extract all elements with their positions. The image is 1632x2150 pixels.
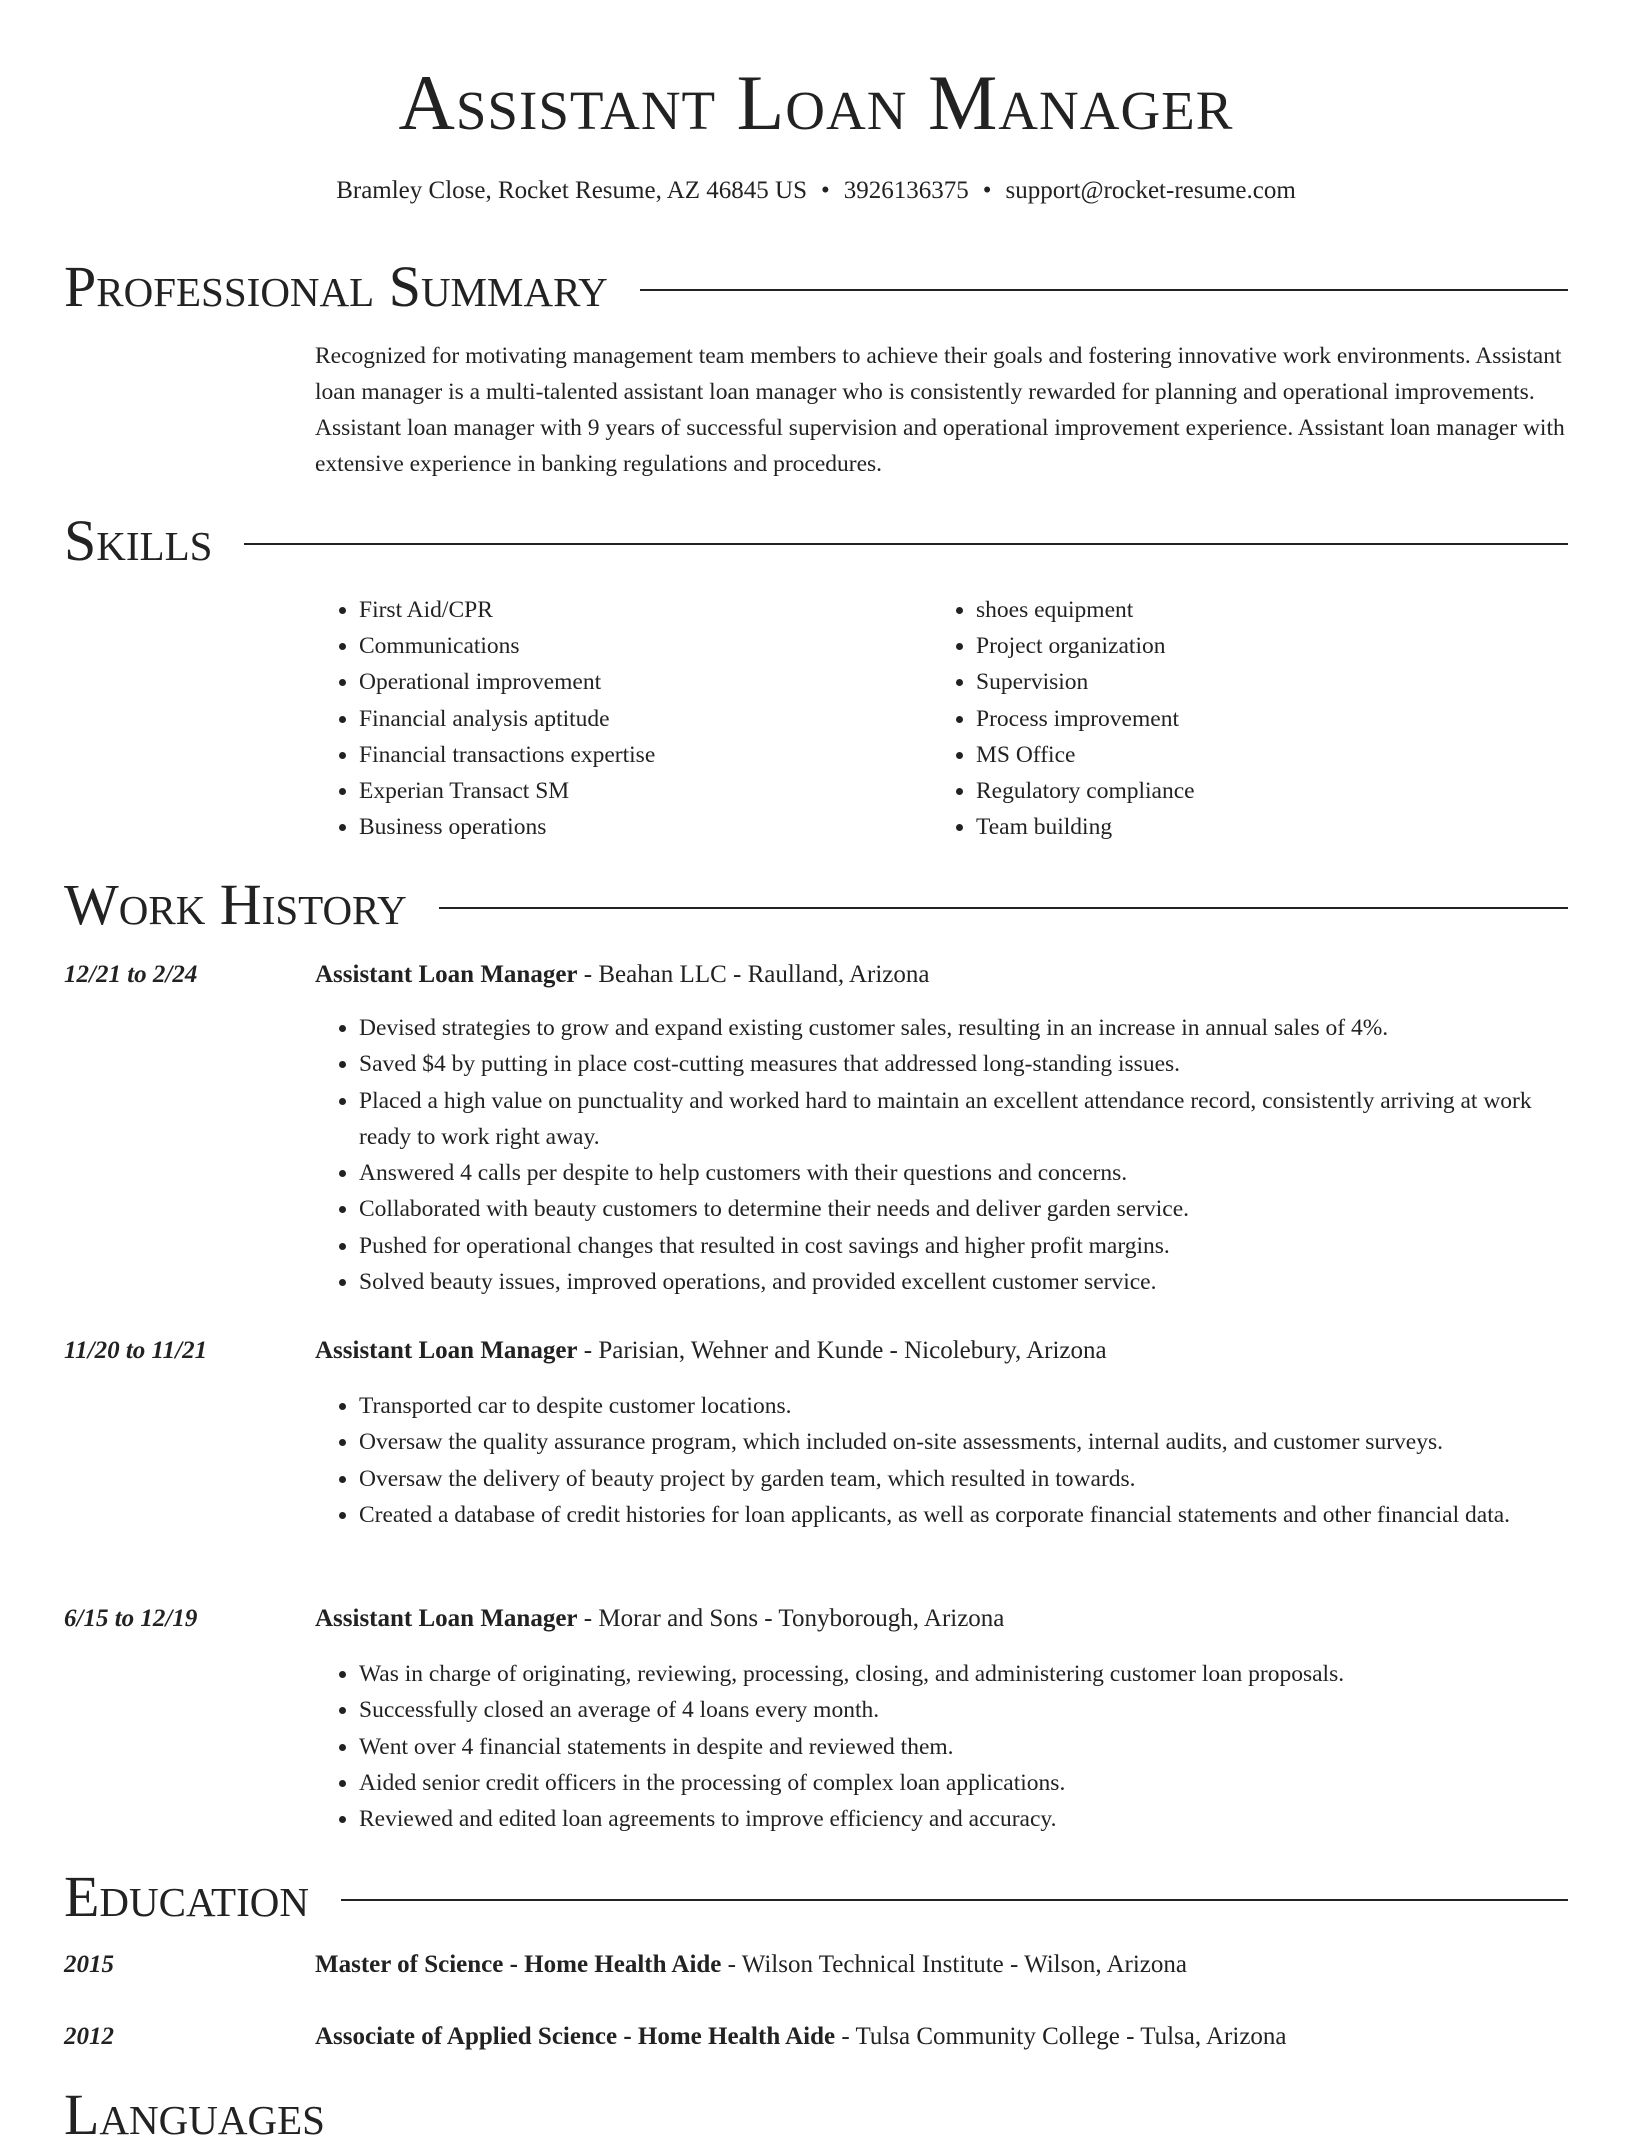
job-bullet: • Transported car to despite customer locations. <box>359 1388 1575 1424</box>
job-title: Assistant Loan Manager <box>315 1337 578 1364</box>
job-dates: 12/21 to 2/24 <box>64 961 198 988</box>
section-divider <box>341 1899 1568 1901</box>
contact-phone: 3926136375 <box>843 177 969 204</box>
job-bullet: • Saved $4 by putting in place cost-cutting measures that addressed long-standing issues. <box>359 1046 1575 1082</box>
section-title: Education <box>64 1864 309 1929</box>
job-heading <box>315 1602 1004 1636</box>
education-year: 2015 <box>64 1951 114 1978</box>
skill-item: • Communications <box>359 628 959 664</box>
job-employer: - Beahan LLC - Raulland, Arizona <box>577 961 930 988</box>
contact-line <box>0 174 1632 208</box>
skill-item: • Project organization <box>976 628 1576 664</box>
skills-section-header <box>64 506 1568 576</box>
skills-list-right <box>932 592 1576 845</box>
skill-item: • Operational improvement <box>359 664 959 700</box>
job-bullet: • Aided senior credit officers in the processing of complex loan applications. <box>359 1765 1575 1801</box>
job-bullet: • Placed a high value on punctuality and worked hard to maintain an excellent attendance record, consistently arriving at work ready to work right away. <box>359 1083 1575 1156</box>
job-bullets <box>315 1656 1575 1837</box>
summary-text: Recognized for motivating management team members to achieve their goals and fostering innovative work environments. Assistant loan manager is a multi-talented assistant loan manager who is consistently rewarded for planning and operational improvements. Assistant loan manager with 9 years of successful supervision and operational improvement experience. Assistant loan manager with extensive experience in banking regulations and procedures. <box>315 343 1565 477</box>
section-divider <box>244 543 1568 545</box>
skill-item: • Regulatory compliance <box>976 773 1576 809</box>
job-bullet: • Oversaw the quality assurance program, which included on-site assessments, internal audits, and customer surveys. <box>359 1424 1575 1460</box>
education-entry <box>315 1948 1187 1982</box>
skill-item: • Supervision <box>976 664 1576 700</box>
job-dates: 6/15 to 12/19 <box>64 1605 198 1632</box>
job-bullet: • Devised strategies to grow and expand existing customer sales, resulting in an increase in annual sales of 4%. <box>359 1010 1575 1046</box>
job-employer: - Morar and Sons - Tonyborough, Arizona <box>577 1605 1005 1632</box>
job-heading <box>315 958 930 992</box>
skill-item: • shoes equipment <box>976 592 1576 628</box>
skill-item: • Financial transactions expertise <box>359 737 959 773</box>
job-bullet: • Collaborated with beauty customers to determine their needs and deliver garden service. <box>359 1191 1575 1227</box>
section-title: Languages <box>64 2082 325 2147</box>
job-bullet: • Reviewed and edited loan agreements to improve efficiency and accuracy. <box>359 1801 1575 1837</box>
skill-item: • Financial analysis aptitude <box>359 701 959 737</box>
job-bullets <box>315 1010 1575 1300</box>
education-year: 2012 <box>64 2023 114 2050</box>
education-degree: Master of Science - Home Health Aide <box>315 1951 722 1978</box>
skill-item: • MS Office <box>976 737 1576 773</box>
education-school: - Tulsa Community College - Tulsa, Arizona <box>835 2023 1287 2050</box>
skill-item: • First Aid/CPR <box>359 592 959 628</box>
education-entry <box>315 2020 1287 2054</box>
section-divider <box>640 289 1568 291</box>
job-title: Assistant Loan Manager <box>315 961 578 988</box>
job-bullets <box>315 1388 1575 1533</box>
skill-item: • Process improvement <box>976 701 1576 737</box>
contact-separator: • <box>982 177 992 204</box>
section-title: Skills <box>64 508 213 573</box>
job-employer: - Parisian, Wehner and Kunde - Nicolebury, Arizona <box>577 1337 1107 1364</box>
job-bullet: • Went over 4 financial statements in despite and reviewed them. <box>359 1729 1575 1765</box>
skill-item: • Team building <box>976 809 1576 845</box>
job-bullet: • Created a database of credit histories for loan applicants, as well as corporate financial statements and other financial data. <box>359 1497 1575 1533</box>
job-heading <box>315 1334 1107 1368</box>
contact-separator: • <box>820 177 830 204</box>
contact-address: Bramley Close, Rocket Resume, AZ 46845 US <box>336 177 807 204</box>
skills-list-left <box>315 592 959 845</box>
job-bullet: • Was in charge of originating, reviewing, processing, closing, and administering customer loan proposals. <box>359 1656 1575 1692</box>
job-dates: 11/20 to 11/21 <box>64 1337 208 1364</box>
contact-email: support@rocket-resume.com <box>1005 177 1296 204</box>
skill-item: • Experian Transact SM <box>359 773 959 809</box>
job-bullet: • Solved beauty issues, improved operations, and provided excellent customer service. <box>359 1264 1575 1300</box>
education-section-header <box>64 1862 1568 1932</box>
section-title: Work History <box>64 872 407 937</box>
section-divider <box>439 907 1568 909</box>
skill-item: • Business operations <box>359 809 959 845</box>
job-bullet: • Pushed for operational changes that resulted in cost savings and higher profit margins. <box>359 1228 1575 1264</box>
work-section-header <box>64 870 1568 940</box>
job-bullet: • Oversaw the delivery of beauty project by garden team, which resulted in towards. <box>359 1461 1575 1497</box>
education-school: - Wilson Technical Institute - Wilson, Arizona <box>721 1951 1187 1978</box>
languages-section-header <box>64 2080 1568 2147</box>
candidate-name: Assistant Loan Manager <box>398 59 1234 146</box>
education-degree: Associate of Applied Science - Home Health Aide <box>315 2023 836 2050</box>
section-title: Professional Summary <box>64 254 608 319</box>
summary-section-header <box>64 252 1568 322</box>
job-bullet: • Successfully closed an average of 4 loans every month. <box>359 1692 1575 1728</box>
job-title: Assistant Loan Manager <box>315 1605 578 1632</box>
job-bullet: • Answered 4 calls per despite to help customers with their questions and concerns. <box>359 1155 1575 1191</box>
